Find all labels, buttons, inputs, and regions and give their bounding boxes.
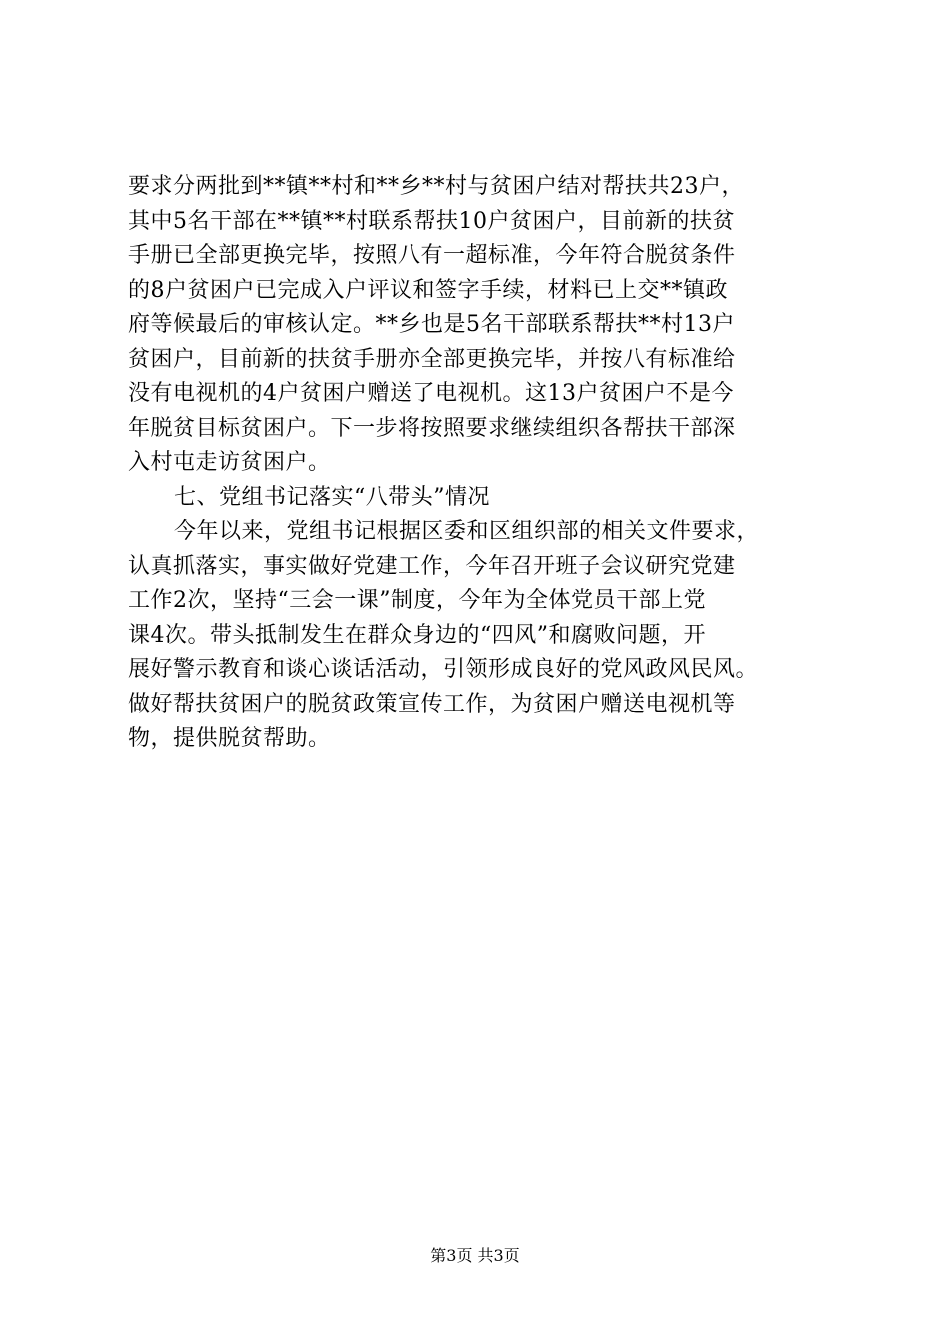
paragraph-line: 入村屯走访贫困户。	[128, 450, 331, 475]
paragraph-line: 年脱贫目标贫困户。下一步将按照要求继续组织各帮扶干部深	[128, 415, 736, 441]
paragraph-line: 展好警示教育和谈心谈话活动，引领形成良好的党风政风民风。	[128, 657, 759, 682]
paragraph-line: 要求分两批到**镇**村和**乡**村与贫困户结对帮扶共23户，	[128, 174, 744, 199]
paragraph-line: 今年以来，党组书记根据区委和区组织部的相关文件要求，	[174, 519, 760, 544]
paragraph-line: 物，提供脱贫帮助。	[128, 726, 331, 751]
paragraph-line: 府等候最后的审核认定。**乡也是5名干部联系帮扶**村13户	[128, 312, 735, 337]
paragraph-line: 认真抓落实，事实做好党建工作，今年召开班子会议研究党建	[128, 553, 736, 579]
paragraph-line: 的8户贫困户已完成入户评议和签字手续，材料已上交**镇政	[128, 277, 728, 303]
paragraph-line: 其中5名干部在**镇**村联系帮扶10户贫困户，目前新的扶贫	[128, 208, 735, 234]
section-heading: 七、党组书记落实“八带头”情况	[174, 484, 490, 510]
page-number-footer: 第3页 共3页	[430, 1246, 520, 1265]
paragraph-line: 贫困户，目前新的扶贫手册亦全部更换完毕，并按八有标准给	[128, 346, 736, 372]
paragraph-line: 没有电视机的4户贫困户赠送了电视机。这13户贫困户不是今	[128, 381, 734, 406]
document-body	[128, 170, 828, 757]
paragraph-line: 做好帮扶贫困户的脱贫政策宣传工作，为贫困户赠送电视机等	[128, 691, 736, 717]
paragraph-line: 手册已全部更换完毕，按照八有一超标准，今年符合脱贫条件	[128, 243, 736, 268]
paragraph-line: 课4次。带头抵制发生在群众身边的“四风”和腐败问题，开	[128, 622, 706, 648]
paragraph-line: 工作2次，坚持“三会一课”制度，今年为全体党员干部上党	[128, 588, 706, 613]
